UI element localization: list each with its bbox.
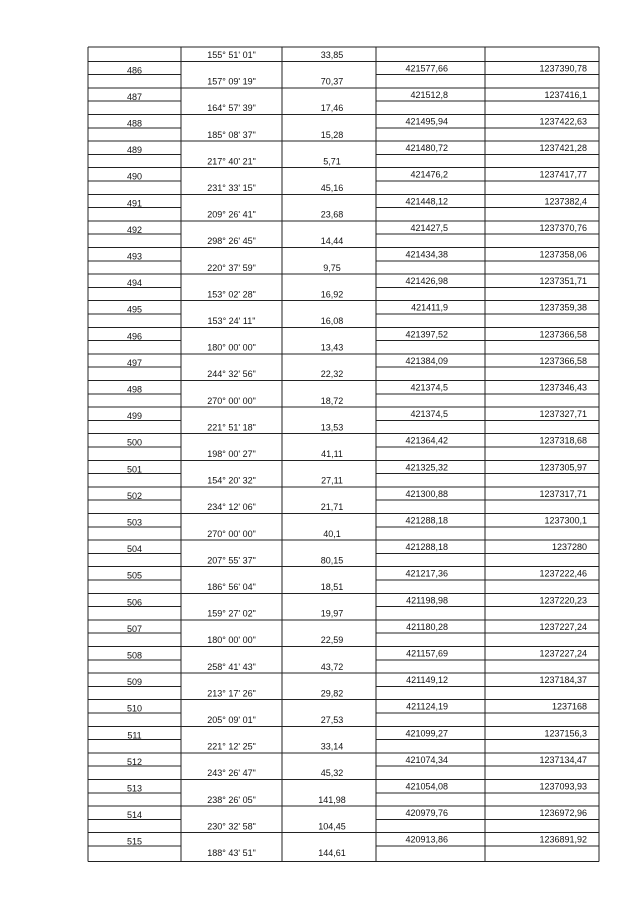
x-coordinate: 421198,98 — [406, 595, 448, 606]
point-number: 514 — [126, 810, 143, 821]
x-coordinate: 421288,18 — [405, 542, 448, 553]
x-coordinate: 421476,2 — [410, 169, 448, 180]
x-coordinate: 421074,34 — [405, 754, 448, 765]
bearing-angle: 220° 37' 59" — [207, 262, 256, 273]
bearing-angle: 217° 40' 21" — [207, 156, 256, 167]
y-coordinate: 1237382,4 — [544, 196, 587, 207]
x-coordinate: 421054,08 — [405, 781, 448, 792]
segment-length: 22,59 — [320, 635, 344, 646]
bearing-angle: 180° 00' 00" — [207, 635, 256, 646]
table-cells — [127, 50, 587, 858]
segment-length: 19,97 — [320, 608, 344, 619]
y-coordinate: 1236972,96 — [539, 808, 587, 819]
point-number: 490 — [126, 171, 143, 182]
point-number: 491 — [126, 198, 143, 209]
point-number: 500 — [126, 437, 143, 448]
x-coordinate: 421157,69 — [406, 648, 448, 659]
bearing-angle: 209° 26' 41" — [207, 209, 256, 220]
bearing-angle: 270° 00' 00" — [207, 528, 256, 539]
bearing-angle: 154° 20' 32" — [207, 475, 256, 486]
point-number: 495 — [126, 304, 143, 315]
point-number: 493 — [126, 251, 143, 262]
x-coordinate: 421374,5 — [410, 382, 448, 393]
x-coordinate: 421411,9 — [411, 302, 448, 313]
point-number: 507 — [126, 623, 143, 634]
bearing-angle: 153° 02' 28" — [207, 289, 256, 300]
segment-length: 15,28 — [320, 129, 344, 140]
y-coordinate: 1237156,3 — [544, 728, 587, 739]
bearing-angle: 185° 08' 37" — [207, 129, 256, 140]
bearing-angle: 205° 09' 01" — [207, 715, 256, 725]
point-number: 515 — [126, 836, 143, 847]
bearing-angle: 258° 41' 43" — [207, 661, 256, 672]
x-coordinate: 421384,09 — [405, 355, 448, 366]
segment-length: 104,45 — [318, 821, 346, 832]
bearing-angle: 243° 26' 47" — [207, 768, 256, 779]
point-number: 513 — [126, 783, 143, 794]
point-number: 496 — [126, 331, 143, 342]
y-coordinate: 1237220,23 — [539, 595, 587, 606]
bearing-angle: 298° 26' 45" — [207, 236, 256, 247]
point-number: 501 — [126, 464, 143, 475]
point-number: 487 — [126, 91, 143, 102]
bearing-angle: 186° 56' 04" — [207, 582, 256, 592]
bearing-angle: 180° 00' 00" — [207, 342, 256, 353]
segment-length: 16,08 — [320, 316, 344, 326]
bearing-angle: 164° 57' 39" — [207, 103, 256, 114]
point-number: 498 — [126, 384, 143, 395]
point-number: 488 — [126, 118, 143, 129]
bearing-angle: 157° 09' 19" — [207, 76, 256, 87]
segment-length: 29,82 — [320, 688, 344, 699]
x-coordinate: 421495,94 — [405, 116, 448, 127]
x-coordinate: 421448,12 — [405, 196, 448, 207]
y-coordinate: 1237421,28 — [539, 143, 587, 154]
segment-length: 23,68 — [320, 209, 344, 220]
segment-length: 5,71 — [323, 156, 341, 167]
bearing-angle: 238° 26' 05" — [207, 794, 256, 805]
y-coordinate: 1237417,77 — [539, 169, 587, 180]
segment-length: 21,71 — [320, 502, 344, 513]
bearing-angle: 207° 55' 37" — [207, 555, 256, 566]
point-number: 503 — [126, 517, 143, 528]
segment-length: 13,53 — [320, 422, 344, 433]
y-coordinate: 1237366,58 — [539, 329, 587, 340]
segment-length: 41,11 — [321, 449, 343, 459]
x-coordinate: 421300,88 — [405, 488, 448, 499]
bearing-angle: 153° 24' 11" — [207, 316, 256, 326]
y-coordinate: 1237416,1 — [544, 89, 587, 100]
segment-length: 18,51 — [320, 582, 344, 592]
point-number: 497 — [126, 357, 143, 368]
bearing-angle: 231° 33' 15" — [207, 183, 256, 193]
y-coordinate: 1236891,92 — [539, 834, 587, 845]
segment-length: 33,85 — [320, 50, 344, 60]
y-coordinate: 1237305,97 — [539, 462, 587, 473]
x-coordinate: 421364,42 — [405, 435, 448, 446]
segment-length: 141,98 — [318, 794, 346, 805]
point-number: 509 — [126, 677, 143, 688]
segment-length: 14,44 — [320, 236, 344, 247]
x-coordinate: 421577,66 — [405, 63, 448, 74]
segment-length: 22,32 — [320, 369, 344, 380]
bearing-angle: 221° 12' 25" — [207, 741, 256, 752]
bearing-angle: 159° 27' 02" — [207, 608, 256, 619]
bearing-angle: 230° 32' 58" — [207, 821, 256, 832]
segment-length: 17,46 — [320, 103, 344, 114]
x-coordinate: 421480,72 — [405, 143, 448, 154]
y-coordinate: 1237227,24 — [539, 621, 587, 632]
x-coordinate: 421426,98 — [405, 276, 448, 287]
y-coordinate: 1237134,47 — [539, 754, 587, 765]
point-number: 508 — [126, 650, 143, 661]
table-grid — [88, 47, 599, 861]
bearing-angle: 213° 17' 26" — [207, 688, 256, 699]
bearing-angle: 234° 12' 06" — [207, 502, 256, 513]
segment-length: 40,1 — [323, 528, 341, 539]
y-coordinate: 1237093,93 — [539, 781, 587, 792]
point-number: 504 — [126, 544, 143, 555]
y-coordinate: 1237327,71 — [539, 409, 587, 420]
point-number: 505 — [126, 570, 143, 581]
y-coordinate: 1237300,1 — [544, 515, 587, 526]
segment-length: 80,15 — [320, 555, 344, 566]
point-number: 511 — [127, 730, 142, 741]
y-coordinate: 1237317,71 — [539, 488, 587, 499]
segment-length: 27,53 — [320, 715, 344, 725]
segment-length: 13,43 — [320, 342, 344, 353]
segment-length: 16,92 — [320, 289, 344, 300]
point-number: 510 — [126, 703, 143, 714]
point-number: 489 — [126, 145, 143, 156]
point-number: 499 — [126, 411, 143, 422]
y-coordinate: 1237346,43 — [539, 382, 587, 393]
bearing-angle: 198° 00' 27" — [207, 449, 256, 459]
y-coordinate: 1237222,46 — [539, 568, 587, 579]
x-coordinate: 421180,28 — [406, 621, 448, 632]
segment-length: 27,11 — [321, 475, 343, 486]
x-coordinate: 421149,12 — [406, 675, 448, 686]
segment-length: 43,72 — [320, 661, 344, 672]
bearing-angle: 155° 51' 01" — [207, 50, 256, 60]
segment-length: 70,37 — [320, 76, 344, 87]
y-coordinate: 1237422,63 — [539, 116, 587, 127]
segment-length: 45,16 — [320, 183, 344, 193]
segment-length: 9,75 — [323, 262, 341, 273]
y-coordinate: 1237351,71 — [539, 276, 587, 287]
x-coordinate: 421124,19 — [406, 701, 448, 712]
y-coordinate: 1237318,68 — [539, 435, 587, 446]
point-number: 486 — [126, 65, 143, 76]
y-coordinate: 1237366,58 — [539, 355, 587, 366]
bearing-angle: 270° 00' 00" — [207, 395, 256, 406]
bearing-angle: 244° 32' 56" — [207, 369, 256, 380]
bearing-angle: 188° 43' 51" — [207, 848, 256, 858]
y-coordinate: 1237358,06 — [539, 249, 587, 260]
segment-length: 144,61 — [318, 848, 346, 858]
point-number: 492 — [126, 224, 143, 235]
x-coordinate: 421397,52 — [405, 329, 448, 340]
x-coordinate: 421288,18 — [405, 515, 448, 526]
x-coordinate: 421427,5 — [410, 222, 448, 233]
y-coordinate: 1237370,76 — [539, 222, 587, 233]
y-coordinate: 1237168 — [551, 701, 587, 712]
segment-length: 33,14 — [320, 741, 344, 752]
segment-length: 45,32 — [320, 768, 344, 779]
y-coordinate: 1237390,78 — [539, 63, 587, 74]
point-number: 502 — [126, 490, 143, 501]
point-number: 494 — [126, 278, 143, 289]
x-coordinate: 421512,8 — [410, 89, 448, 100]
y-coordinate: 1237227,24 — [539, 648, 587, 659]
y-coordinate: 1237280 — [551, 542, 587, 553]
y-coordinate: 1237184,37 — [539, 675, 587, 686]
point-number: 506 — [126, 597, 143, 608]
x-coordinate: 421374,5 — [410, 409, 448, 420]
x-coordinate: 421325,32 — [405, 462, 448, 473]
y-coordinate: 1237359,38 — [539, 302, 587, 313]
point-number: 512 — [126, 756, 143, 767]
x-coordinate: 421217,36 — [405, 568, 448, 579]
segment-length: 18,72 — [320, 395, 344, 406]
x-coordinate: 420979,76 — [405, 808, 448, 819]
x-coordinate: 421099,27 — [405, 728, 448, 739]
x-coordinate: 420913,86 — [405, 834, 448, 845]
bearing-angle: 221° 51' 18" — [207, 422, 256, 433]
x-coordinate: 421434,38 — [405, 249, 448, 260]
